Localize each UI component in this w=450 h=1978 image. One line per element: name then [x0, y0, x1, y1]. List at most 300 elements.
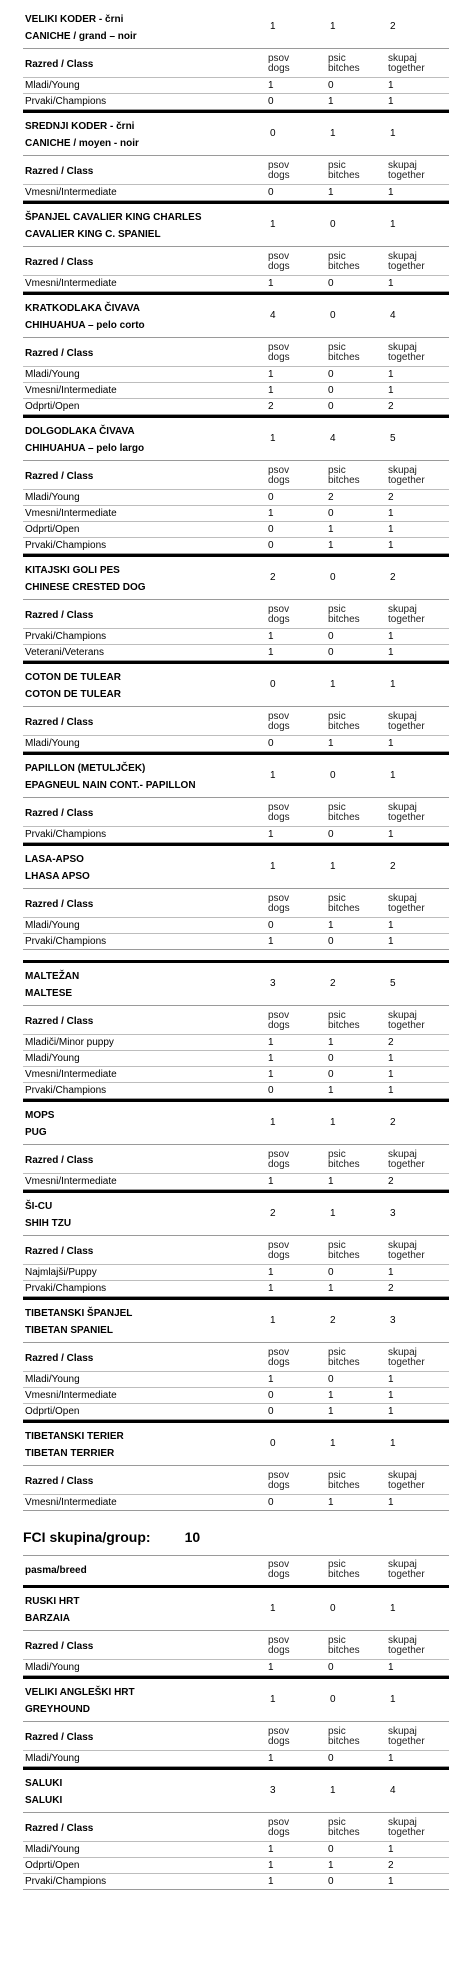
dogs-count: 0	[268, 1085, 274, 1096]
dogs-header: psov dogs	[268, 802, 290, 823]
together-count: 1	[388, 920, 394, 931]
breed-names	[23, 755, 270, 797]
breed-name-local: VELIKI ANGLEŠKI HRT	[25, 1687, 135, 1698]
bitches-count: 1	[328, 738, 334, 749]
together-count: 1	[388, 1267, 394, 1278]
bitches-count: 1	[328, 1390, 334, 1401]
class-name: Mladi/Young	[25, 920, 80, 931]
dogs-count: 1	[268, 1053, 274, 1064]
total-bitches: 1	[330, 1208, 336, 1219]
dogs-count: 1	[268, 1876, 274, 1887]
bitches-header: psic bitches	[328, 160, 360, 181]
class-name: Prvaki/Champions	[25, 936, 107, 947]
total-together: 2	[390, 861, 396, 872]
total-together: 1	[390, 128, 396, 139]
class-row	[23, 521, 449, 537]
together-count: 2	[388, 1860, 394, 1871]
bitches-count: 0	[328, 936, 334, 947]
breed-block	[23, 843, 449, 950]
total-bitches: 1	[330, 1438, 336, 1449]
total-dogs: 1	[270, 21, 276, 32]
breed-block	[23, 1585, 449, 1676]
breed-name-fci: GREYHOUND	[25, 1704, 91, 1715]
class-name: Mladi/Young	[25, 492, 80, 503]
together-count: 1	[388, 738, 394, 749]
together-header: skupaj together	[388, 893, 425, 914]
bitches-header: psic bitches	[328, 1470, 360, 1491]
dogs-header: psov dogs	[268, 1726, 290, 1747]
together-header: skupaj together	[388, 1149, 425, 1170]
dogs-count: 1	[268, 1374, 274, 1385]
bitches-header: psic bitches	[328, 1149, 360, 1170]
class-row	[23, 1050, 449, 1066]
breed-block	[23, 960, 449, 1099]
total-bitches: 0	[330, 1603, 336, 1614]
breed-name-fci: EPAGNEUL NAIN CONT.- PAPILLON	[25, 780, 196, 791]
class-header	[23, 888, 449, 917]
total-together: 3	[390, 1208, 396, 1219]
breed-header	[23, 1423, 449, 1465]
bitches-header: psic bitches	[328, 1635, 360, 1656]
together-count: 1	[388, 1497, 394, 1508]
breed-names	[23, 557, 270, 599]
total-bitches: 1	[330, 861, 336, 872]
together-header: skupaj together	[388, 1240, 425, 1261]
class-name: Mladi/Young	[25, 1753, 80, 1764]
together-header: skupaj together	[388, 604, 425, 625]
together-header: skupaj together	[388, 1635, 425, 1656]
class-row	[23, 366, 449, 382]
class-row	[23, 933, 449, 950]
breed-list-section-group-10	[0, 1585, 450, 1890]
breed-name-local: KITAJSKI GOLI PES	[25, 565, 120, 576]
class-row	[23, 93, 449, 110]
total-together: 4	[390, 310, 396, 321]
total-together: 1	[390, 1694, 396, 1705]
class-header	[23, 155, 449, 184]
dogs-count: 1	[268, 278, 274, 289]
bitches-header: psic bitches	[328, 53, 360, 74]
dogs-header: psov dogs	[268, 465, 290, 486]
class-row	[23, 644, 449, 661]
bitches-count: 1	[328, 1037, 334, 1048]
bitches-header: psic bitches	[328, 1240, 360, 1261]
class-name: Vmesni/Intermediate	[25, 385, 117, 396]
breed-name-local: ŠPANJEL CAVALIER KING CHARLES	[25, 212, 202, 223]
class-label: Razred / Class	[25, 470, 94, 482]
class-name: Prvaki/Champions	[25, 1085, 107, 1096]
together-count: 1	[388, 80, 394, 91]
together-header: skupaj together	[388, 1470, 425, 1491]
pasma-label: pasma/breed	[25, 1564, 87, 1576]
breed-names	[23, 664, 270, 706]
breed-block	[23, 1190, 449, 1297]
breed-name-local: VELIKI KODER - črni	[25, 14, 124, 25]
total-bitches: 0	[330, 219, 336, 230]
class-row	[23, 489, 449, 505]
dogs-header: psov dogs	[268, 342, 290, 363]
class-row	[23, 1082, 449, 1099]
breed-header	[23, 755, 449, 797]
total-together: 4	[390, 1785, 396, 1796]
dogs-count: 1	[268, 1662, 274, 1673]
together-count: 1	[388, 524, 394, 535]
total-together: 3	[390, 1315, 396, 1326]
class-row	[23, 735, 449, 752]
class-name: Vmesni/Intermediate	[25, 1069, 117, 1080]
dogs-count: 1	[268, 369, 274, 380]
breed-name-fci: CANICHE / grand – noir	[25, 31, 137, 42]
dogs-header: psov dogs	[268, 1010, 290, 1031]
class-header	[23, 1721, 449, 1750]
class-label: Razred / Class	[25, 898, 94, 910]
dogs-count: 0	[268, 187, 274, 198]
class-row	[23, 505, 449, 521]
class-header	[23, 460, 449, 489]
breed-block	[23, 201, 449, 292]
dogs-count: 1	[268, 80, 274, 91]
together-count: 1	[388, 1069, 394, 1080]
together-count: 1	[388, 1374, 394, 1385]
breed-names	[23, 1679, 270, 1721]
class-row	[23, 382, 449, 398]
class-header	[23, 1235, 449, 1264]
bitches-count: 0	[328, 369, 334, 380]
breed-name-fci: SALUKI	[25, 1795, 63, 1806]
class-label: Razred / Class	[25, 1352, 94, 1364]
class-name: Prvaki/Champions	[25, 96, 107, 107]
breed-name-local: MOPS	[25, 1110, 55, 1121]
class-label: Razred / Class	[25, 716, 94, 728]
class-name: Prvaki/Champions	[25, 1283, 107, 1294]
total-bitches: 2	[330, 978, 336, 989]
breed-name-local: SREDNJI KODER - črni	[25, 121, 135, 132]
class-name: Vmesni/Intermediate	[25, 187, 117, 198]
total-dogs: 4	[270, 310, 276, 321]
bitches-count: 0	[328, 829, 334, 840]
total-bitches: 2	[330, 1315, 336, 1326]
dogs-count: 2	[268, 401, 274, 412]
breed-name-fci: CHIHUAHUA – pelo corto	[25, 320, 145, 331]
breed-name-fci: CHINESE CRESTED DOG	[25, 582, 146, 593]
breed-name-fci: LHASA APSO	[25, 871, 90, 882]
bitches-count: 0	[328, 631, 334, 642]
bitches-count: 2	[328, 492, 334, 503]
bitches-count: 0	[328, 278, 334, 289]
class-row	[23, 184, 449, 201]
class-name: Prvaki/Champions	[25, 829, 107, 840]
dogs-header: psov dogs	[268, 1470, 290, 1491]
group-label: FCI skupina/group:	[23, 1529, 151, 1545]
together-header: skupaj together	[388, 160, 425, 181]
class-row	[23, 1857, 449, 1873]
class-row	[23, 628, 449, 644]
breed-header	[23, 846, 449, 888]
breed-name-fci: MALTESE	[25, 988, 73, 999]
class-name: Mladiči/Minor puppy	[25, 1037, 114, 1048]
breed-names	[23, 204, 270, 246]
class-header	[23, 48, 449, 77]
total-dogs: 2	[270, 1208, 276, 1219]
total-bitches: 1	[330, 21, 336, 32]
total-dogs: 1	[270, 1117, 276, 1128]
class-name: Veterani/Veterans	[25, 647, 104, 658]
breed-names	[23, 418, 270, 460]
class-row	[23, 917, 449, 933]
together-header: skupaj together	[388, 465, 425, 486]
breed-block	[23, 554, 449, 661]
together-count: 1	[388, 385, 394, 396]
class-header	[23, 1465, 449, 1494]
total-dogs: 1	[270, 1694, 276, 1705]
bitches-count: 0	[328, 1876, 334, 1887]
breed-name-local: DOLGODLAKA ČIVAVA	[25, 426, 135, 437]
class-name: Vmesni/Intermediate	[25, 1390, 117, 1401]
breed-header	[23, 1300, 449, 1342]
class-name: Odprti/Open	[25, 1406, 80, 1417]
class-label: Razred / Class	[25, 165, 94, 177]
breed-names	[23, 6, 270, 48]
class-header	[23, 1812, 449, 1841]
class-row	[23, 1264, 449, 1280]
total-bitches: 1	[330, 1785, 336, 1796]
dogs-header: psov dogs	[268, 1149, 290, 1170]
class-row	[23, 77, 449, 93]
class-row	[23, 1034, 449, 1050]
breed-name-fci: SHIH TZU	[25, 1218, 72, 1229]
dogs-count: 1	[268, 647, 274, 658]
bitches-count: 0	[328, 647, 334, 658]
total-together: 5	[390, 433, 396, 444]
total-bitches: 1	[330, 1117, 336, 1128]
dogs-count: 1	[268, 1037, 274, 1048]
class-name: Mladi/Young	[25, 80, 80, 91]
together-count: 1	[388, 1390, 394, 1401]
total-dogs: 0	[270, 128, 276, 139]
bitches-header: psic bitches	[328, 251, 360, 272]
total-dogs: 1	[270, 433, 276, 444]
breed-name-fci: CAVALIER KING C. SPANIEL	[25, 229, 161, 240]
breed-header	[23, 1770, 449, 1812]
breed-names	[23, 1102, 270, 1144]
class-name: Najmlajši/Puppy	[25, 1267, 97, 1278]
dogs-count: 1	[268, 1267, 274, 1278]
dogs-header: psov dogs	[268, 604, 290, 625]
dogs-count: 1	[268, 1283, 274, 1294]
class-header	[23, 599, 449, 628]
class-name: Vmesni/Intermediate	[25, 1176, 117, 1187]
bitches-header: psic bitches	[328, 342, 360, 363]
together-count: 1	[388, 1844, 394, 1855]
total-bitches: 0	[330, 572, 336, 583]
bitches-header: psic bitches	[328, 604, 360, 625]
breed-block	[23, 110, 449, 201]
breed-block	[23, 6, 449, 110]
bitches-count: 0	[328, 1267, 334, 1278]
total-bitches: 1	[330, 128, 336, 139]
bitches-count: 0	[328, 1069, 334, 1080]
class-row	[23, 1659, 449, 1676]
bitches-count: 0	[328, 508, 334, 519]
breed-header	[23, 963, 449, 1005]
breed-name-local: PAPILLON (METULJČEK)	[25, 763, 146, 774]
together-count: 1	[388, 187, 394, 198]
class-name: Mladi/Young	[25, 1053, 80, 1064]
total-bitches: 0	[330, 310, 336, 321]
dogs-count: 1	[268, 1753, 274, 1764]
together-count: 2	[388, 1283, 394, 1294]
breed-name-fci: CANICHE / moyen - noir	[25, 138, 139, 149]
together-count: 1	[388, 1085, 394, 1096]
dogs-count: 1	[268, 829, 274, 840]
dogs-count: 0	[268, 524, 274, 535]
class-row	[23, 398, 449, 415]
breed-name-fci: CHIHUAHUA – pelo largo	[25, 443, 145, 454]
class-header	[23, 797, 449, 826]
class-header	[23, 337, 449, 366]
class-name: Mladi/Young	[25, 1844, 80, 1855]
breed-header	[23, 6, 449, 48]
bitches-header: psic bitches	[328, 1010, 360, 1031]
breed-names	[23, 1300, 270, 1342]
breed-name-local: TIBETANSKI ŠPANJEL	[25, 1308, 133, 1319]
class-name: Vmesni/Intermediate	[25, 508, 117, 519]
total-together: 1	[390, 1438, 396, 1449]
class-row	[23, 275, 449, 292]
dogs-header: psov dogs	[268, 53, 290, 74]
breed-name-fci: PUG	[25, 1127, 47, 1138]
total-together: 2	[390, 572, 396, 583]
group-number: 10	[184, 1529, 201, 1545]
dogs-header: psov dogs	[268, 1559, 290, 1580]
class-name: Odprti/Open	[25, 401, 80, 412]
total-together: 1	[390, 679, 396, 690]
breed-names	[23, 846, 270, 888]
together-count: 1	[388, 278, 394, 289]
breed-name-local: RUSKI HRT	[25, 1596, 80, 1607]
class-name: Prvaki/Champions	[25, 540, 107, 551]
dogs-header: psov dogs	[268, 1817, 290, 1838]
dogs-count: 1	[268, 631, 274, 642]
breed-header	[23, 295, 449, 337]
together-header: skupaj together	[388, 342, 425, 363]
breed-name-local: SALUKI	[25, 1778, 63, 1789]
class-label: Razred / Class	[25, 58, 94, 70]
together-header: skupaj together	[388, 802, 425, 823]
together-header: skupaj together	[388, 53, 425, 74]
together-header: skupaj together	[388, 1726, 425, 1747]
breed-block	[23, 1099, 449, 1190]
class-name: Odprti/Open	[25, 524, 80, 535]
class-label: Razred / Class	[25, 609, 94, 621]
together-header: skupaj together	[388, 1010, 425, 1031]
together-count: 1	[388, 829, 394, 840]
total-dogs: 1	[270, 1603, 276, 1614]
total-together: 1	[390, 219, 396, 230]
breed-block	[23, 661, 449, 752]
breed-block	[23, 1767, 449, 1890]
class-label: Razred / Class	[25, 256, 94, 268]
bitches-count: 1	[328, 1176, 334, 1187]
breed-name-local: KRATKODLAKA ČIVAVA	[25, 303, 140, 314]
dogs-count: 1	[268, 936, 274, 947]
class-header	[23, 1144, 449, 1173]
together-count: 2	[388, 492, 394, 503]
total-together: 1	[390, 1603, 396, 1614]
breed-name-fci: TIBETAN TERRIER	[25, 1448, 115, 1459]
total-dogs: 1	[270, 1315, 276, 1326]
class-header	[23, 246, 449, 275]
dogs-count: 1	[268, 1176, 274, 1187]
class-name: Mladi/Young	[25, 1374, 80, 1385]
dogs-count: 0	[268, 492, 274, 503]
breed-name-fci: BARZAIA	[25, 1613, 70, 1624]
dogs-header: psov dogs	[268, 711, 290, 732]
class-name: Vmesni/Intermediate	[25, 278, 117, 289]
total-bitches: 1	[330, 679, 336, 690]
breed-column-header	[23, 1555, 449, 1585]
bitches-header: psic bitches	[328, 802, 360, 823]
breed-header	[23, 664, 449, 706]
bitches-header: psic bitches	[328, 711, 360, 732]
together-count: 1	[388, 631, 394, 642]
breed-header	[23, 1102, 449, 1144]
class-row	[23, 1371, 449, 1387]
bitches-header: psic bitches	[328, 465, 360, 486]
class-name: Vmesni/Intermediate	[25, 1497, 117, 1508]
breed-name-fci: COTON DE TULEAR	[25, 689, 121, 700]
class-row	[23, 1387, 449, 1403]
bitches-count: 1	[328, 1497, 334, 1508]
bitches-count: 1	[328, 187, 334, 198]
together-count: 1	[388, 1876, 394, 1887]
breed-names	[23, 1193, 270, 1235]
dogs-count: 0	[268, 738, 274, 749]
bitches-count: 1	[328, 540, 334, 551]
together-count: 1	[388, 1053, 394, 1064]
class-label: Razred / Class	[25, 1245, 94, 1257]
bitches-count: 1	[328, 1283, 334, 1294]
together-count: 1	[388, 1662, 394, 1673]
bitches-count: 0	[328, 385, 334, 396]
together-count: 1	[388, 96, 394, 107]
class-name: Odprti/Open	[25, 1860, 80, 1871]
class-label: Razred / Class	[25, 807, 94, 819]
breed-list-section	[0, 6, 450, 1511]
total-dogs: 3	[270, 1785, 276, 1796]
breed-names	[23, 1770, 270, 1812]
breed-block	[23, 752, 449, 843]
class-row	[23, 826, 449, 843]
breed-names	[23, 1588, 270, 1630]
together-count: 2	[388, 1176, 394, 1187]
class-row	[23, 1280, 449, 1297]
together-header: skupaj together	[388, 1347, 425, 1368]
together-header: skupaj together	[388, 1559, 425, 1580]
total-dogs: 0	[270, 679, 276, 690]
breed-block	[23, 1297, 449, 1420]
dogs-count: 0	[268, 1390, 274, 1401]
dogs-count: 1	[268, 1069, 274, 1080]
class-name: Prvaki/Champions	[25, 631, 107, 642]
bitches-header: psic bitches	[328, 1559, 360, 1580]
class-label: Razred / Class	[25, 1154, 94, 1166]
bitches-count: 1	[328, 1860, 334, 1871]
together-count: 1	[388, 647, 394, 658]
class-header	[23, 1342, 449, 1371]
total-together: 1	[390, 770, 396, 781]
breed-names	[23, 1423, 270, 1465]
